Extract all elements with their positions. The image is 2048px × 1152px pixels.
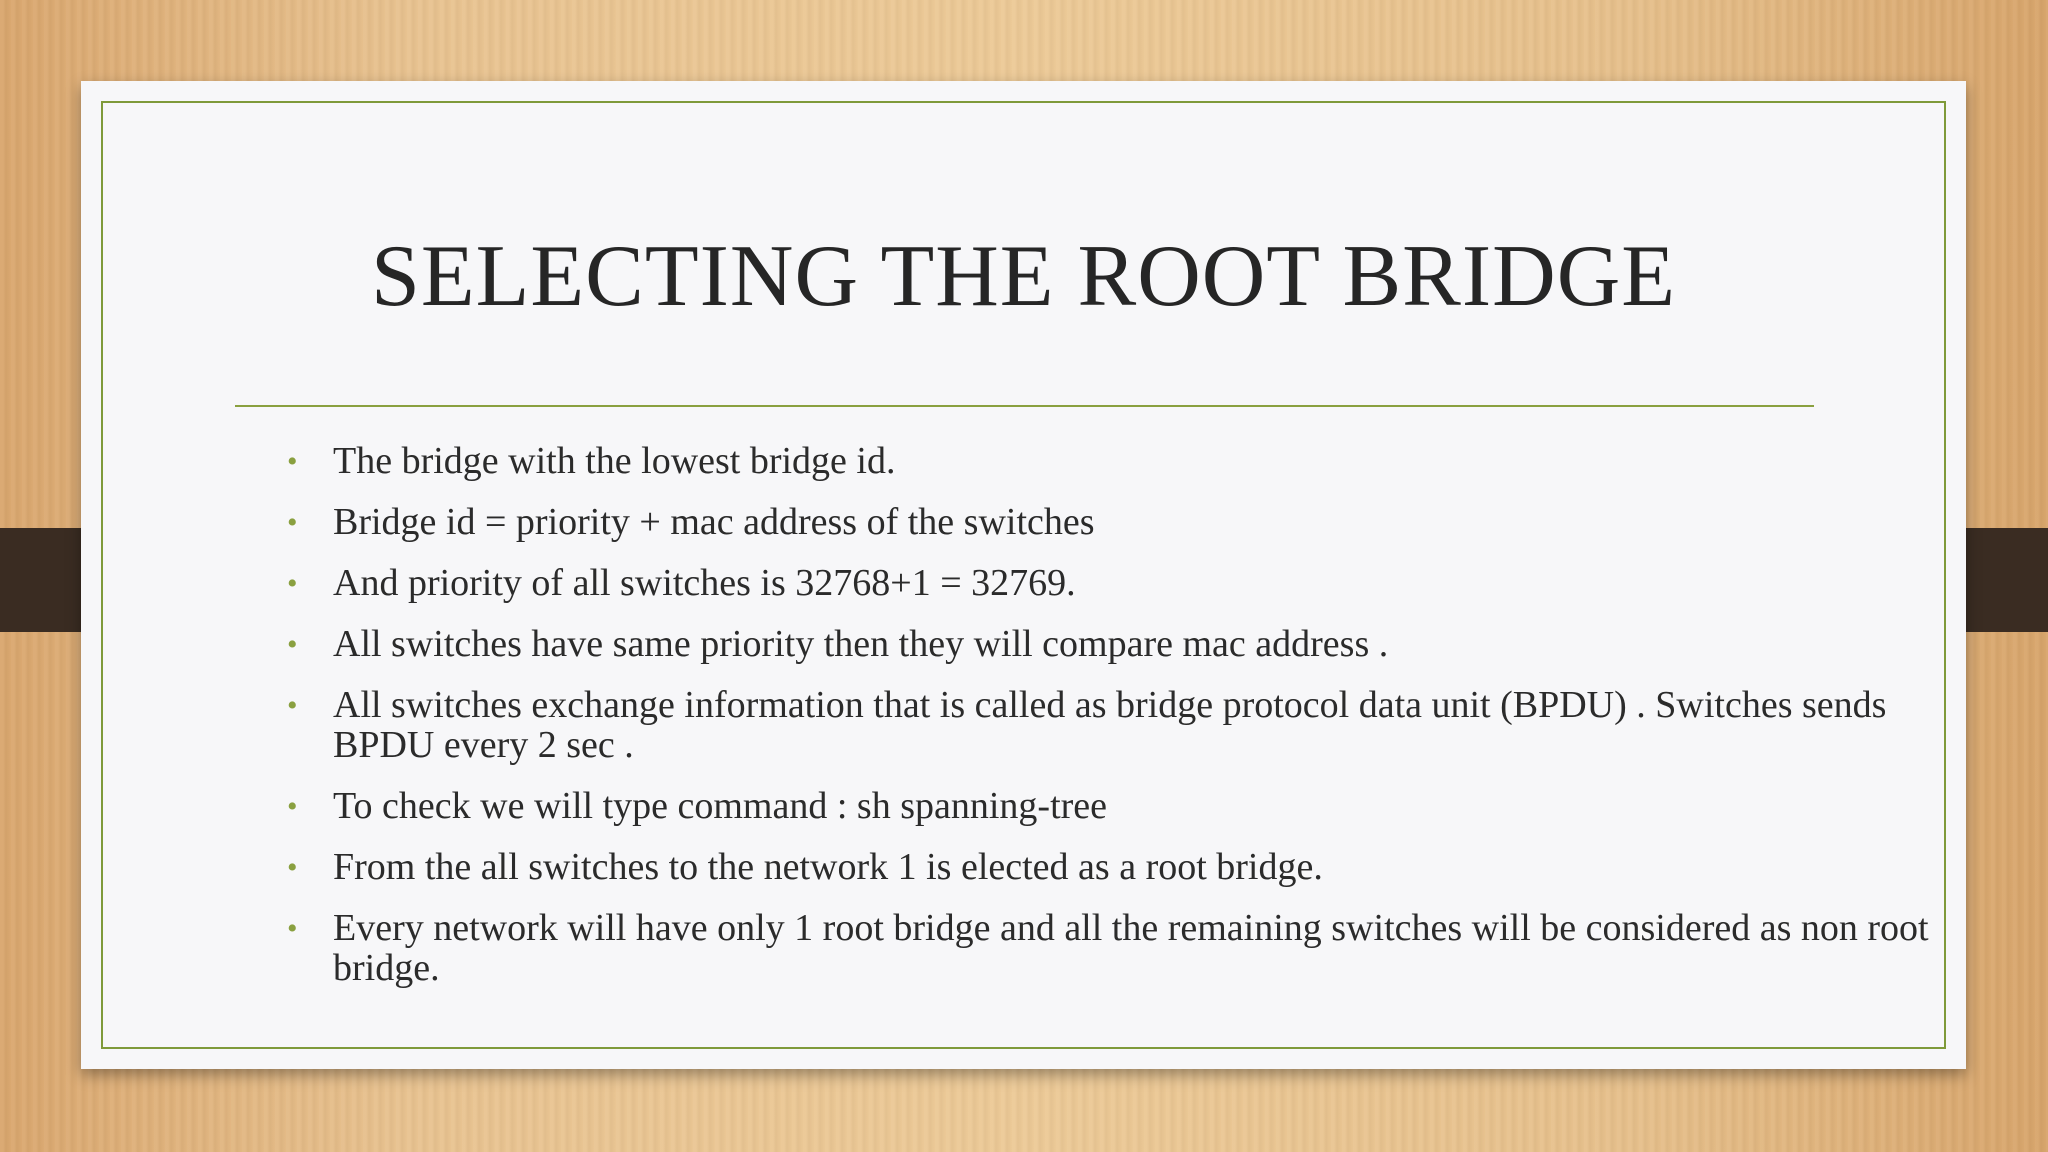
bullet-dot-icon: • [287,506,298,539]
bullet-dot-icon: • [287,689,298,722]
bullet-text: All switches exchange information that is called as bridge protocol data unit (BPDU) . Switches sends BPDU every 2 sec . [333,684,1887,766]
bullet-item [251,685,1971,765]
slide-title: SELECTING THE ROOT BRIDGE [370,228,1677,325]
bullet-text: From the all switches to the network 1 is elected as a root bridge. [333,846,1323,888]
bullet-item [251,563,1971,603]
bullet-dot-icon: • [287,628,298,661]
bullet-text: Bridge id = priority + mac address of the switches [333,501,1095,543]
bullet-item [251,908,1971,988]
bullet-item [251,502,1971,542]
slide-card [81,81,1966,1069]
bullet-list [251,441,1971,1009]
bullet-dot-icon: • [287,567,298,600]
bullet-text: And priority of all switches is 32768+1 = 32769. [333,562,1076,604]
bullet-item [251,786,1971,826]
title-divider [235,405,1814,407]
bullet-item [251,624,1971,664]
bullet-text: To check we will type command : sh spanning-tree [333,785,1108,827]
bullet-dot-icon: • [287,445,298,478]
bullet-text: The bridge with the lowest bridge id. [333,440,896,482]
bullet-dot-icon: • [287,912,298,945]
bullet-item [251,441,1971,481]
bullet-text: Every network will have only 1 root bridge and all the remaining switches will be considered as non root bridge. [333,907,1929,989]
bullet-item [251,847,1971,887]
bullet-text: All switches have same priority then they will compare mac address . [333,623,1389,665]
bullet-dot-icon: • [287,790,298,823]
bullet-dot-icon: • [287,851,298,884]
